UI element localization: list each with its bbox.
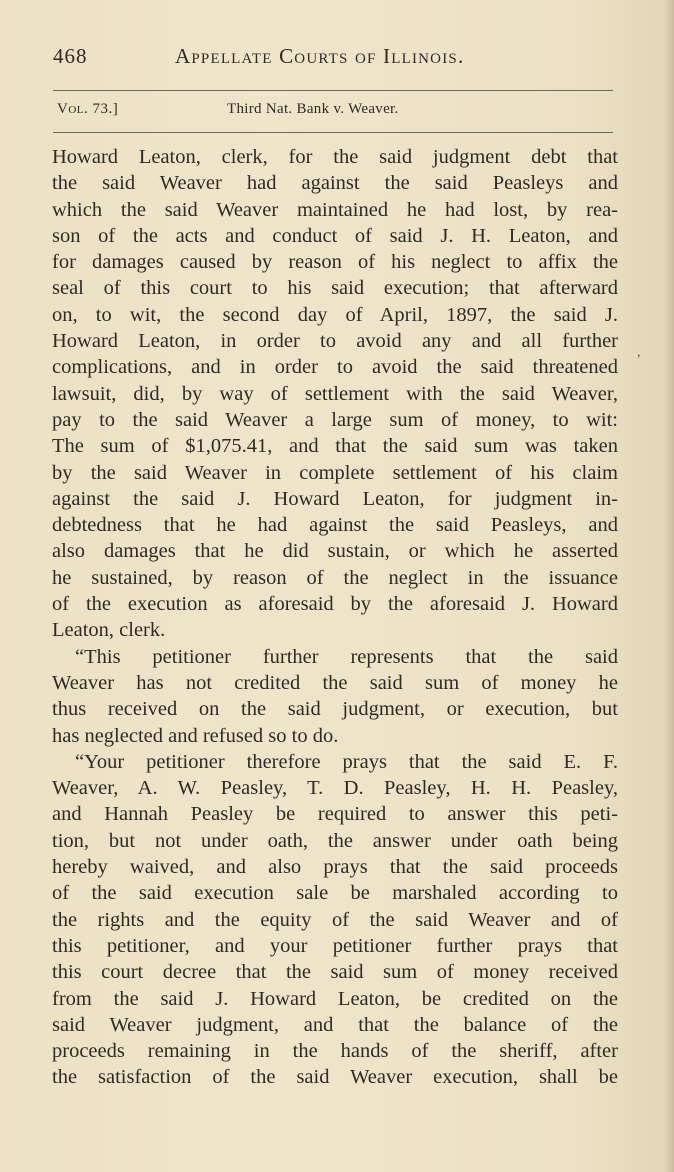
text-line: from the said J. Howard Leaton, be credited on the xyxy=(52,987,618,1010)
text-line: for damages caused by reason of his neglect to affix the xyxy=(52,251,618,274)
text-line-paragraph-end: has neglected and refused so to do. xyxy=(52,724,339,747)
text-line: on, to wit, the second day of April, 1897, the said J. xyxy=(52,303,618,326)
running-title: Appellate Courts of Illinois. xyxy=(175,44,465,68)
text-line: he sustained, by reason of the neglect in the issuance xyxy=(52,566,618,589)
text-line: debtedness that he had against the said Peasleys, and xyxy=(52,514,618,537)
text-line: Weaver, A. W. Peasley, T. D. Peasley, H. H. Peasley, xyxy=(52,777,618,800)
body-text xyxy=(52,144,618,1091)
text-line: Howard Leaton, clerk, for the said judgment debt that xyxy=(52,146,618,168)
case-subhead xyxy=(53,101,613,123)
text-line: thus received on the said judgment, or execution, but xyxy=(52,698,618,721)
text-line: which the said Weaver maintained he had lost, by rea- xyxy=(52,198,618,221)
text-line: said Weaver judgment, and that the balance of the xyxy=(52,1013,618,1036)
volume-label: Vol. 73.] xyxy=(57,101,119,117)
text-line: pay to the said Weaver a large sum of money, to wit: xyxy=(52,408,618,431)
text-line: proceeds remaining in the hands of the sheriff, after xyxy=(52,1040,618,1063)
text-line: this court decree that the said sum of money received xyxy=(52,961,618,984)
text-line: the rights and the equity of the said Weaver and of xyxy=(52,908,618,931)
text-line: seal of this court to his said execution; that afterward xyxy=(52,277,618,300)
text-line: against the said J. Howard Leaton, for judgment in- xyxy=(52,487,618,510)
header-rule-bottom xyxy=(53,132,613,133)
margin-mark: , xyxy=(637,345,641,360)
text-line: the satisfaction of the said Weaver execution, shall be xyxy=(52,1066,618,1089)
text-line: hereby waived, and also prays that the said proceeds xyxy=(52,856,618,879)
text-line: of the execution as aforesaid by the aforesaid J. Howard xyxy=(52,593,618,616)
text-line: lawsuit, did, by way of settlement with the said Weaver, xyxy=(52,382,618,405)
text-line: this petitioner, and your petitioner further prays that xyxy=(52,934,618,957)
case-name: Third Nat. Bank v. Weaver. xyxy=(227,101,399,117)
page-number: 468 xyxy=(53,44,88,68)
text-line: of the said execution sale be marshaled according to xyxy=(52,882,618,905)
text-line-paragraph-start: “This petitioner further represents that the said xyxy=(75,645,618,668)
text-line: The sum of $1,075.41, and that the said sum was taken xyxy=(52,435,618,458)
text-line: by the said Weaver in complete settlement of his claim xyxy=(52,461,618,484)
text-line-paragraph-end: Leaton, clerk. xyxy=(52,619,166,642)
text-line-paragraph-start: “Your petitioner therefore prays that the said E. F. xyxy=(75,750,618,773)
header-rule-top xyxy=(53,90,613,91)
page-edge-shadow xyxy=(664,0,674,1172)
text-line: Weaver has not credited the said sum of money he xyxy=(52,671,618,694)
text-line: complications, and in order to avoid the said threatened xyxy=(52,356,618,379)
text-line: son of the acts and conduct of said J. H. Leaton, and xyxy=(52,224,618,247)
text-line: Howard Leaton, in order to avoid any and all further xyxy=(52,330,618,353)
text-line: and Hannah Peasley be required to answer this peti- xyxy=(52,803,618,826)
running-head xyxy=(53,44,613,76)
text-line: the said Weaver had against the said Peasleys and xyxy=(52,172,618,195)
text-line: tion, but not under oath, the answer under oath being xyxy=(52,829,618,852)
text-line: also damages that he did sustain, or which he asserted xyxy=(52,540,618,563)
